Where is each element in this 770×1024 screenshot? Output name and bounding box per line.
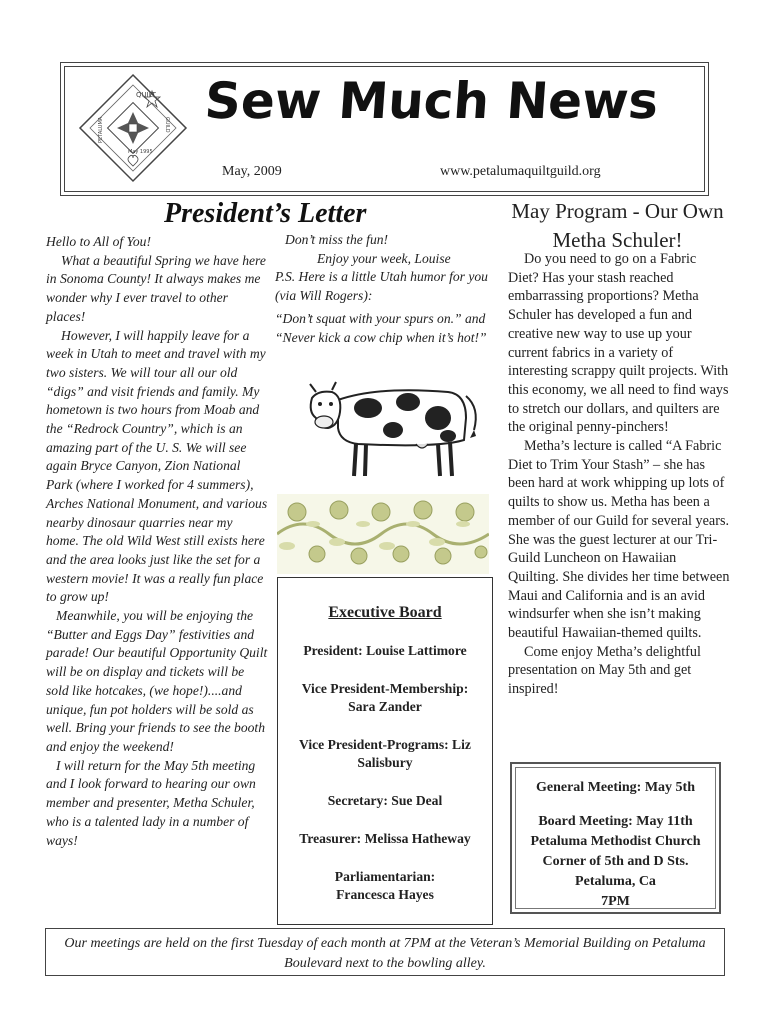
board-member: Parliamentarian: Francesca Hayes bbox=[334, 869, 436, 902]
letter-paragraph: What a beautiful Spring we have here in Sonoma County! It always makes me wonder why I ever travel to other places! bbox=[46, 252, 266, 324]
meeting-info-inner-border bbox=[515, 767, 716, 909]
may-program-heading: May Program - Our Own Metha Schuler! bbox=[511, 199, 724, 252]
letter-paragraph: I will return for the May 5th meeting and I look forward to hearing our own member and presenter, Metha Schuler, who is a talented lady in a number of ways! bbox=[46, 757, 256, 848]
board-member: Treasurer: Melissa Hatheway bbox=[299, 831, 471, 846]
letter-postscript: P.S. Here is a little Utah humor for you (via Will Rogers): bbox=[275, 269, 488, 304]
letter-quote: “Don’t squat with your spurs on.” and “Never kick a cow chip when it’s hot!” bbox=[275, 310, 487, 345]
board-meeting-line: 7PM bbox=[601, 894, 630, 909]
guild-website: www.petalumaquiltguild.org bbox=[440, 164, 601, 179]
executive-board-box bbox=[277, 577, 493, 925]
svg-text:QUILT: QUILT bbox=[136, 91, 156, 99]
svg-text:GUILD: GUILD bbox=[164, 117, 170, 133]
letter-signoff: Enjoy your week, Louise bbox=[317, 250, 451, 266]
board-member: Secretary: Sue Deal bbox=[327, 793, 443, 808]
guild-logo bbox=[78, 73, 188, 183]
svg-text:May 1995: May 1995 bbox=[128, 149, 153, 155]
meeting-location-footer: Our meetings are held on the first Tuesday of each month at 7PM at the Veteran’s Memorial Building on Petaluma Boulevard next to the bowling alley. bbox=[45, 928, 725, 976]
newsletter-title: Sew Much News bbox=[202, 72, 661, 130]
program-paragraph: Come enjoy Metha’s delightful presentation on May 5th and get inspired! bbox=[508, 643, 701, 698]
board-meeting-line: Petaluma Methodist Church bbox=[530, 834, 701, 849]
board-member: Vice President-Programs: Liz Salisbury bbox=[299, 737, 471, 770]
board-meeting-line: Petaluma, Ca bbox=[575, 874, 656, 889]
general-meeting: General Meeting: May 5th bbox=[535, 780, 695, 795]
presidents-letter-column-1 bbox=[46, 233, 268, 850]
presidents-letter-column-2 bbox=[275, 231, 491, 347]
letter-paragraph: Meanwhile, you will be enjoying the “Butter and Eggs Day” festivities and parade! Our beautiful Opportunity Quilt will be on display and tickets will be sold like hotcakes, (we hope!)....and unique, fun pot holders will be sold as well. Bring your friends to see the booth and enjoy the weekend! bbox=[46, 608, 268, 754]
presidents-letter-heading: President’s Letter bbox=[164, 198, 367, 229]
program-paragraph: Metha’s lecture is called “A Fabric Diet to Trim Your Stash” – she has been hard at work whipping up lots of quilts to show us. Metha has been a member of our Guild for several years. She was the guest lecturer at our Tri-Guild Luncheon on Hawaiian Quilting. She divides her time between Maui and California and is an avid windsurfer when she isn’t making beautiful Hawaiian-themed quilts. bbox=[508, 438, 730, 642]
board-meeting-line: Board Meeting: May 11th bbox=[538, 814, 693, 829]
board-meeting-line: Corner of 5th and D Sts. bbox=[542, 854, 689, 869]
letter-paragraph: Don’t miss the fun! bbox=[285, 232, 389, 247]
decorative-vine-border bbox=[277, 494, 489, 574]
board-member: Vice President-Membership: Sara Zander bbox=[301, 681, 469, 714]
cow-illustration bbox=[298, 378, 498, 478]
may-program-article bbox=[508, 250, 730, 699]
issue-date: May, 2009 bbox=[222, 164, 282, 179]
executive-board-heading: Executive Board bbox=[328, 604, 442, 621]
board-member: President: Louise Lattimore bbox=[303, 643, 467, 658]
svg-text:PETALUMA: PETALUMA bbox=[98, 116, 104, 143]
program-paragraph: Do you need to go on a Fabric Diet? Has your stash reached embarrassing proportions? Metha Schuler has developed a fun and creative new way to use up your current fabrics in a variety of interesting scrappy quilt projects. With this economy, we all need to find ways to stretch our dollars, and quilters are the original penny-pinchers! bbox=[508, 251, 729, 436]
letter-greeting: Hello to All of You! bbox=[46, 234, 151, 249]
meeting-info-box bbox=[510, 762, 721, 914]
letter-paragraph: However, I will happily leave for a week in Utah to meet and travel with my two sisters. We will tour all our old “digs” and visit friends and family. My hometown is two hours from Moab and the “Redrock Country”, which is an amazing part of the U. S. We will see again Bryce Canyon, Zion National Park (where I worked for 4 summers), Arches National Monument, and various nearby dinosaur quarries near my home. The old Wild West still exists here and the area looks just like the set for a western movie! It was a really fun place to grow up! bbox=[46, 327, 268, 605]
